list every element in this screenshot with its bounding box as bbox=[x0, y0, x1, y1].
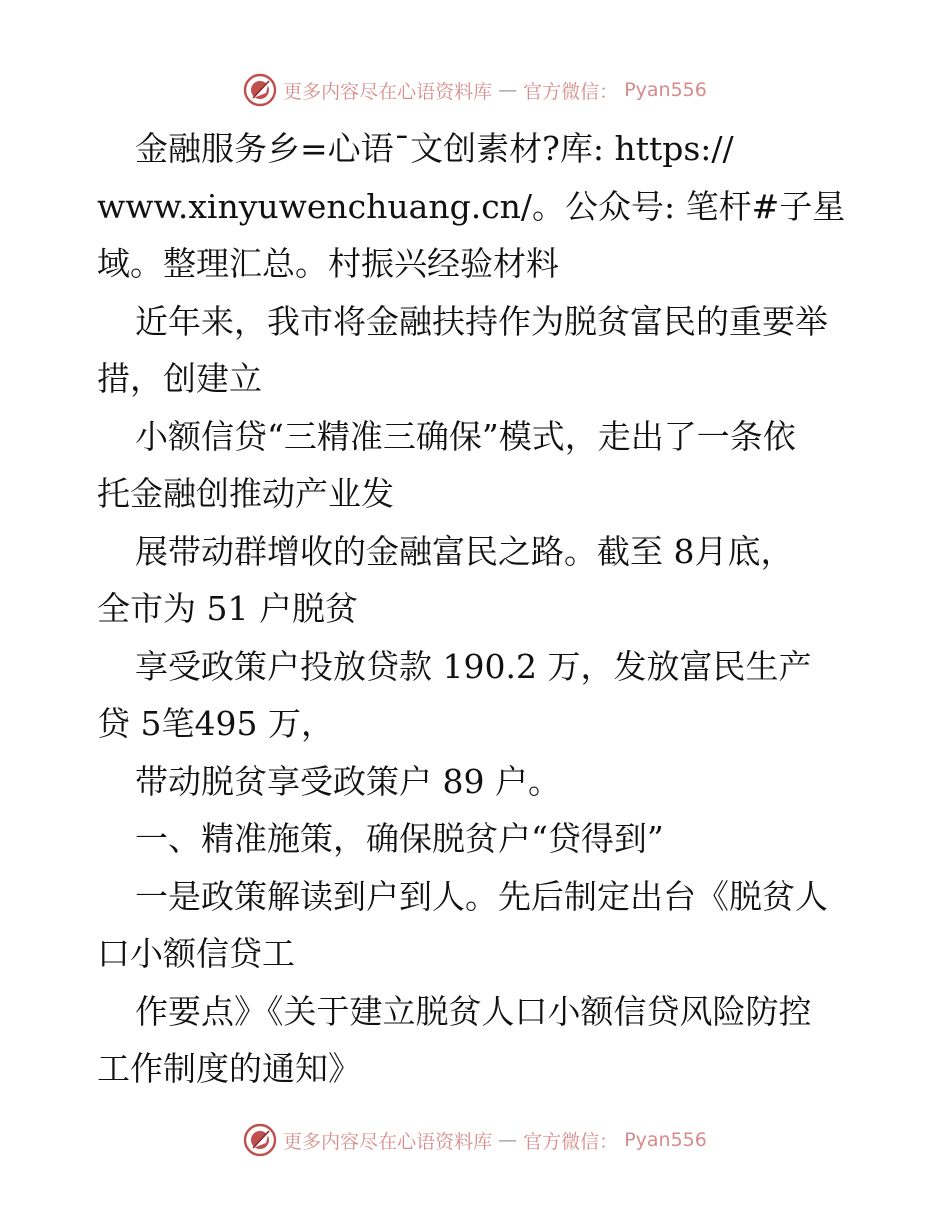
quill-pen-logo-icon bbox=[243, 73, 277, 107]
text-line: 全市为 51 户脱贫 bbox=[97, 589, 358, 628]
text-line: 一是政策解读到户到人。先后制定出台《脱贫人 bbox=[135, 876, 828, 916]
section-heading: 一、精准施策，确保脱贫户“贷得到” bbox=[135, 819, 664, 858]
text-line: www.xinyuwenchuang.cn/。公众号: 笔杆#子星 bbox=[97, 186, 846, 226]
text-line: 口小额信贷工 bbox=[97, 934, 295, 973]
text-line: 措，创建立 bbox=[97, 359, 262, 398]
quill-pen-logo-icon bbox=[243, 1123, 277, 1157]
text-line: 金融服务乡=心语¯文创素材?库: https:// bbox=[135, 129, 734, 168]
banner-separator: — bbox=[498, 79, 518, 101]
banner-wechat-id: Pyan556 bbox=[624, 1129, 707, 1151]
banner-prefix: 更多内容尽在心语资料库 bbox=[283, 80, 493, 103]
text-line: 带动脱贫享受政策户 89 户。 bbox=[135, 761, 561, 801]
banner-suffix: 官方微信： bbox=[523, 80, 619, 103]
banner-wechat-id: Pyan556 bbox=[624, 79, 707, 101]
text-line: 享受政策户投放贷款 190.2 万，发放富民生产 bbox=[135, 646, 812, 686]
banner-prefix: 更多内容尽在心语资料库 bbox=[283, 1130, 493, 1153]
text-line: 托金融创推动产业发 bbox=[97, 474, 394, 513]
text-line: 作要点》《关于建立脱贫人口小额信贷风险防控 bbox=[135, 991, 812, 1031]
text-line: 域。整理汇总。村振兴经验材料 bbox=[97, 244, 559, 283]
text-line: 工作制度的通知》 bbox=[97, 1049, 361, 1088]
header-banner bbox=[0, 70, 950, 110]
banner-separator: — bbox=[498, 1129, 518, 1151]
banner-suffix: 官方微信： bbox=[523, 1130, 619, 1153]
text-line: 展带动群增收的金融富民之路。截至 8月底， bbox=[135, 531, 794, 571]
document-body bbox=[97, 120, 857, 1098]
text-line: 贷 5笔495 万， bbox=[97, 704, 334, 743]
text-line: 小额信贷“三精准三确保”模式，走出了一条依 bbox=[135, 416, 796, 456]
text-line: 近年来，我市将金融扶持作为脱贫富民的重要举 bbox=[135, 301, 828, 341]
footer-banner bbox=[0, 1120, 950, 1160]
